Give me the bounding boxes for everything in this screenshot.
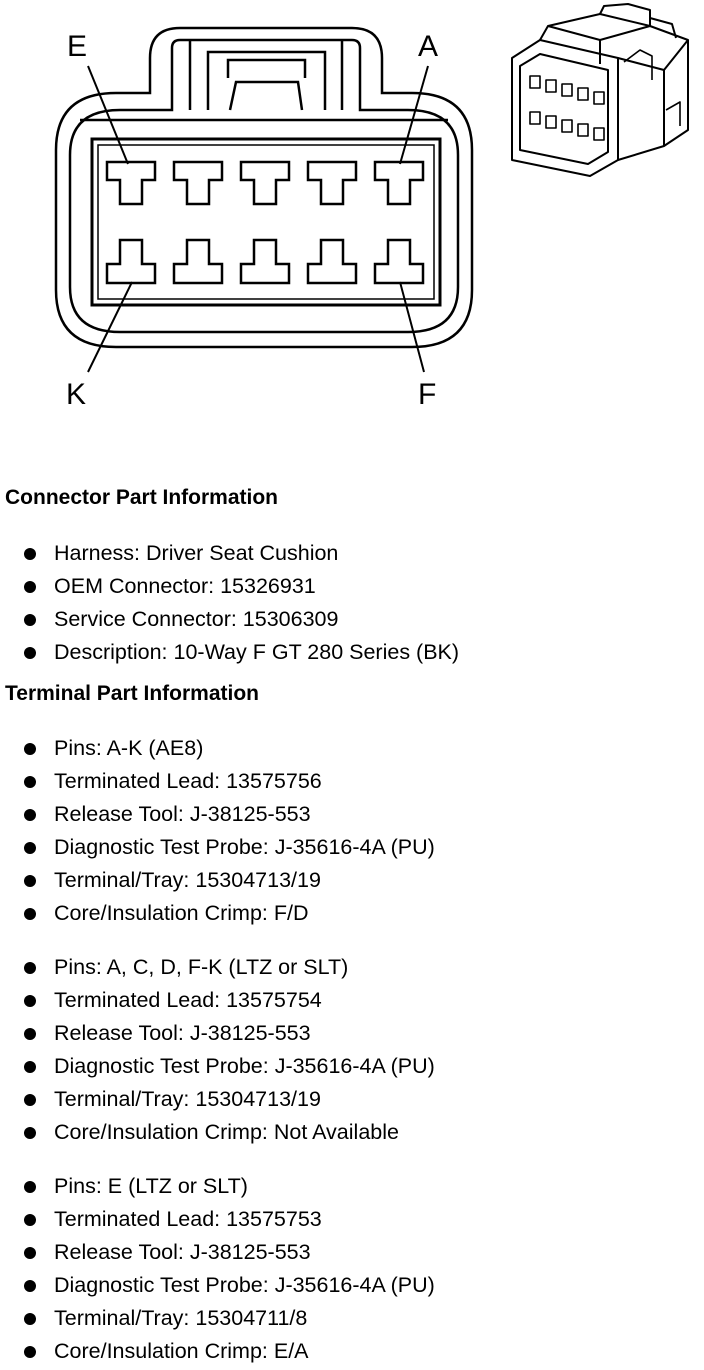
connector-latch [190, 40, 342, 110]
bullet-icon [24, 995, 36, 1007]
leader-line [400, 66, 428, 164]
list-item: Description: 10-Way F GT 280 Series (BK) [0, 636, 459, 669]
list-item: Terminated Lead: 13575754 [0, 984, 435, 1017]
pin-cavity [107, 240, 155, 283]
bullet-icon [24, 1061, 36, 1073]
list-item: Pins: A-K (AE8) [0, 732, 435, 765]
list-item: Pins: E (LTZ or SLT) [0, 1170, 435, 1203]
pin-cavity [375, 162, 423, 204]
bottom-pin-row [107, 240, 423, 283]
list-item: Terminal/Tray: 15304713/19 [0, 1083, 435, 1116]
terminal-group-1 [0, 732, 435, 930]
bullet-icon [24, 1214, 36, 1226]
leader-line [400, 282, 424, 372]
bullet-icon [24, 1346, 36, 1358]
bullet-icon [24, 908, 36, 920]
connector-info-heading: Connector Part Information [5, 486, 279, 509]
list-item: Terminal/Tray: 15304711/8 [0, 1302, 435, 1335]
list-item: Core/Insulation Crimp: F/D [0, 897, 435, 930]
connector-diagram [0, 0, 704, 440]
bullet-icon [24, 776, 36, 788]
cavity-frame [92, 139, 440, 305]
bullet-icon [24, 581, 36, 593]
bullet-icon [24, 875, 36, 887]
pin-cavity [241, 240, 289, 283]
list-item: Release Tool: J-38125-553 [0, 1236, 435, 1269]
bullet-icon [24, 743, 36, 755]
pin-cavity [308, 162, 356, 204]
list-item: Terminated Lead: 13575756 [0, 765, 435, 798]
list-item: Terminated Lead: 13575753 [0, 1203, 435, 1236]
pin-label-a: A [418, 30, 439, 63]
bullet-icon [24, 842, 36, 854]
bullet-icon [24, 1181, 36, 1193]
bullet-icon [24, 1280, 36, 1292]
bullet-icon [24, 962, 36, 974]
list-item: Pins: A, C, D, F-K (LTZ or SLT) [0, 951, 435, 984]
pin-cavity [174, 240, 222, 283]
top-pin-row [107, 162, 423, 204]
list-item: Terminal/Tray: 15304713/19 [0, 864, 435, 897]
bullet-icon [24, 548, 36, 560]
list-item: Diagnostic Test Probe: J-35616-4A (PU) [0, 831, 435, 864]
pin-cavity [308, 240, 356, 283]
list-item: Diagnostic Test Probe: J-35616-4A (PU) [0, 1269, 435, 1302]
bullet-icon [24, 1094, 36, 1106]
list-item: Diagnostic Test Probe: J-35616-4A (PU) [0, 1050, 435, 1083]
bullet-icon [24, 1127, 36, 1139]
bullet-icon [24, 614, 36, 626]
list-item: Harness: Driver Seat Cushion [0, 537, 459, 570]
bullet-icon [24, 1247, 36, 1259]
bullet-icon [24, 1313, 36, 1325]
list-item: Core/Insulation Crimp: E/A [0, 1335, 435, 1368]
list-item: Release Tool: J-38125-553 [0, 1017, 435, 1050]
bullet-icon [24, 1028, 36, 1040]
list-item: OEM Connector: 15326931 [0, 570, 459, 603]
bullet-icon [24, 809, 36, 821]
list-item: Release Tool: J-38125-553 [0, 798, 435, 831]
pin-label-k: K [66, 378, 87, 411]
pin-label-f: F [418, 378, 437, 411]
pin-cavity [107, 162, 155, 204]
connector-isometric-illustration [512, 4, 688, 176]
pin-label-e: E [67, 30, 88, 63]
terminal-info-heading: Terminal Part Information [5, 682, 259, 705]
pin-cavity [375, 240, 423, 283]
terminal-group-2 [0, 951, 435, 1149]
terminal-group-3 [0, 1170, 435, 1368]
bullet-icon [24, 647, 36, 659]
list-item: Core/Insulation Crimp: Not Available [0, 1116, 435, 1149]
connector-info-list [0, 537, 459, 669]
pin-cavity [241, 162, 289, 204]
pin-cavity [174, 162, 222, 204]
list-item: Service Connector: 15306309 [0, 603, 459, 636]
